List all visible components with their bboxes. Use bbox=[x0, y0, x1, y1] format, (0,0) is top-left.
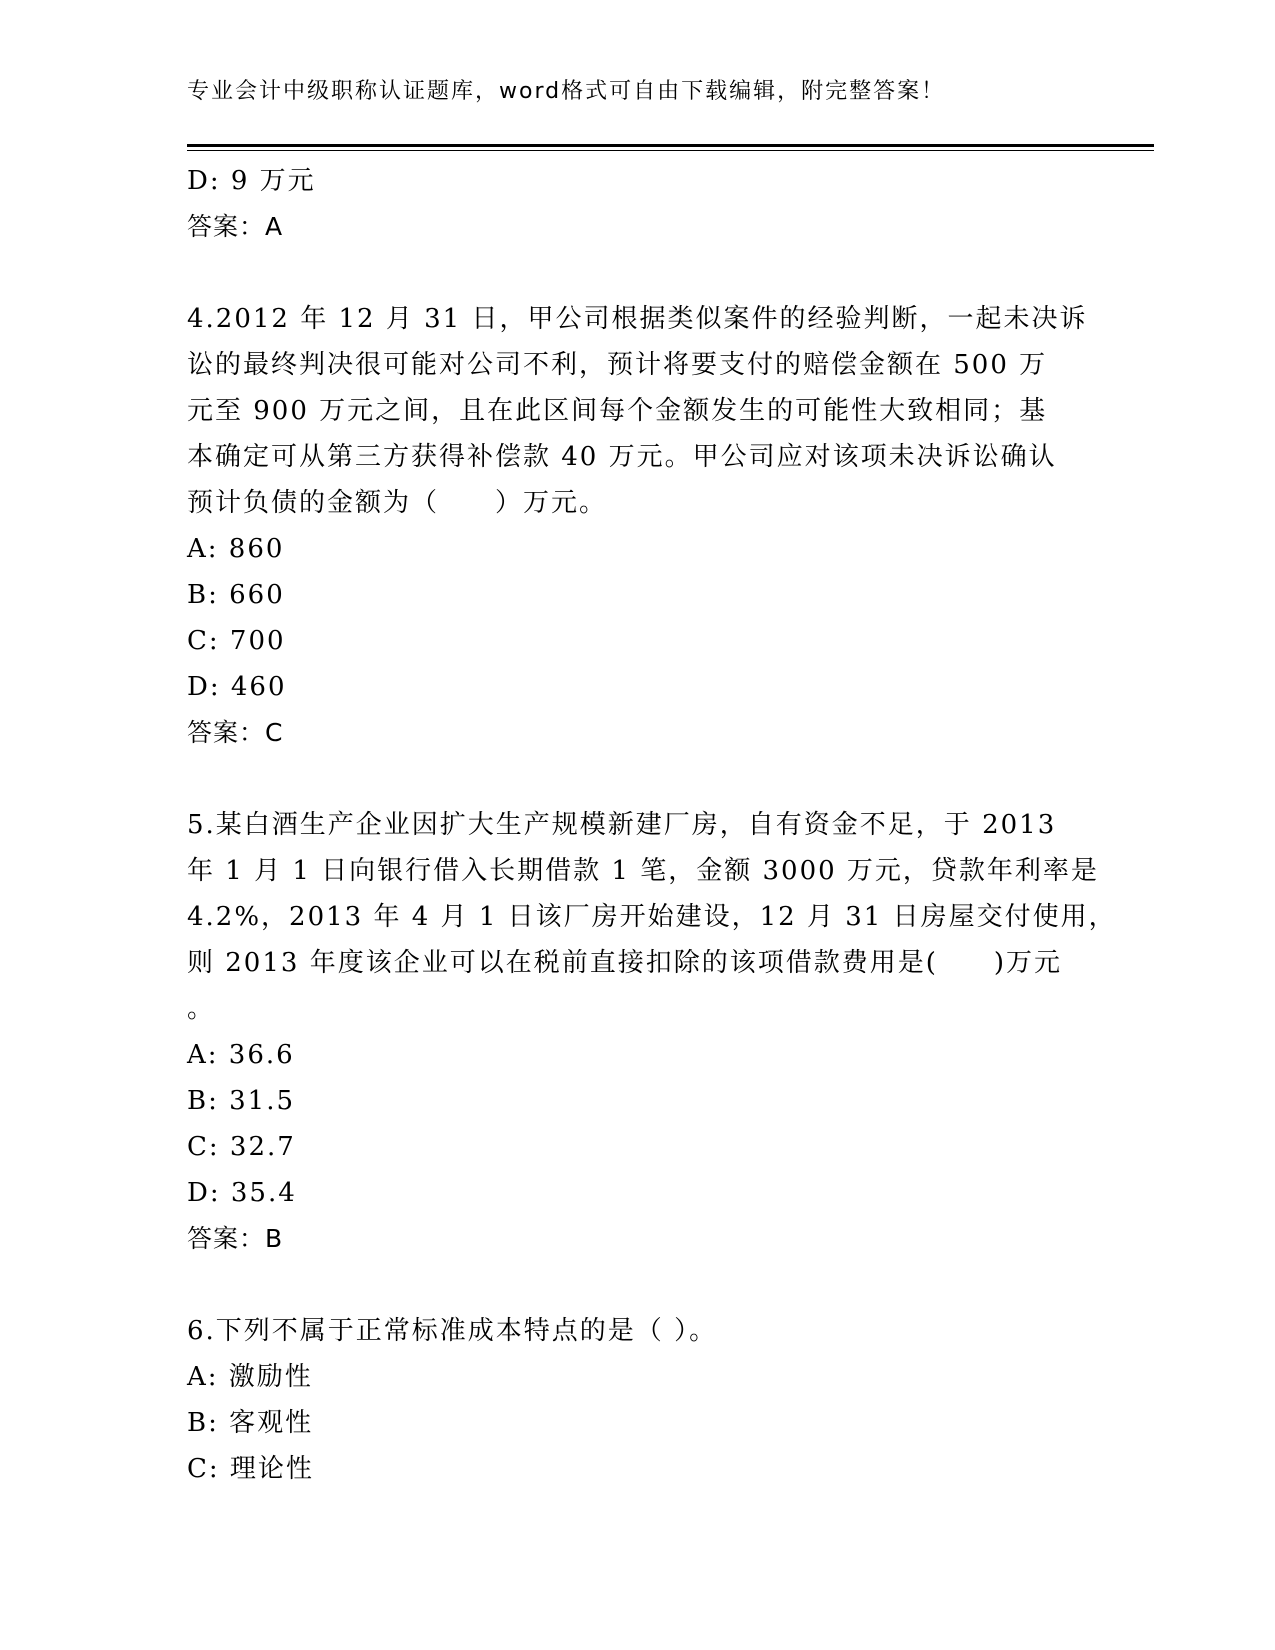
question-6 bbox=[187, 1308, 1087, 1492]
question-text-line: 则 2013 年度该企业可以在税前直接扣除的该项借款费用是( )万元 bbox=[187, 948, 1062, 978]
option-a: A: 860 bbox=[187, 534, 285, 564]
question-text-line: 本确定可从第三方获得补偿款 40 万元。甲公司应对该项未决诉讼确认 bbox=[187, 442, 1057, 472]
option-d: D: 35.4 bbox=[187, 1178, 297, 1208]
option-c: C: 32.7 bbox=[187, 1132, 296, 1162]
prev-option-d: D: 9 万元 bbox=[187, 166, 316, 196]
answer: 答案：C bbox=[187, 718, 284, 747]
question-text-line: 6.下列不属于正常标准成本特点的是（ ）。 bbox=[187, 1316, 718, 1346]
option-a: A: 36.6 bbox=[187, 1040, 295, 1070]
spacer bbox=[187, 1262, 1087, 1308]
option-a: A: 激励性 bbox=[187, 1362, 313, 1392]
document-body bbox=[187, 158, 1117, 1492]
question-text-line: 预计负债的金额为（ ）万元。 bbox=[187, 488, 608, 518]
question-5 bbox=[187, 802, 1117, 1262]
spacer bbox=[187, 756, 1087, 802]
option-d: D: 460 bbox=[187, 672, 287, 702]
question-text-line: 元至 900 万元之间，且在此区间每个金额发生的可能性大致相同；基 bbox=[187, 396, 1048, 426]
spacer bbox=[187, 250, 1087, 296]
question-text-line: 年 1 月 1 日向银行借入长期借款 1 笔，金额 3000 万元，贷款年利率是 bbox=[187, 856, 1099, 886]
option-c: C: 理论性 bbox=[187, 1454, 314, 1484]
option-b: B: 31.5 bbox=[187, 1086, 296, 1116]
question-text-line: 4.2%，2013 年 4 月 1 日该厂房开始建设，12 月 31 日房屋交付使用， bbox=[187, 902, 1117, 932]
option-c: C: 700 bbox=[187, 626, 286, 656]
question-4 bbox=[187, 296, 1087, 756]
prev-answer: 答案：A bbox=[187, 212, 284, 241]
page-header: 专业会计中级职称认证题库，word格式可自由下载编辑，附完整答案！ bbox=[187, 79, 946, 104]
header-rule-thin bbox=[187, 150, 1154, 151]
question-text-line: 。 bbox=[187, 994, 216, 1024]
question-text-line: 5.某白酒生产企业因扩大生产规模新建厂房，自有资金不足，于 2013 bbox=[187, 810, 1057, 840]
option-b: B: 660 bbox=[187, 580, 285, 610]
header-rule-thick bbox=[187, 144, 1154, 147]
answer: 答案：B bbox=[187, 1224, 284, 1253]
option-b: B: 客观性 bbox=[187, 1408, 314, 1438]
question-text-line: 4.2012 年 12 月 31 日，甲公司根据类似案件的经验判断，一起未决诉 bbox=[187, 304, 1088, 334]
question-text-line: 讼的最终判决很可能对公司不利，预计将要支付的赔偿金额在 500 万 bbox=[187, 350, 1048, 380]
